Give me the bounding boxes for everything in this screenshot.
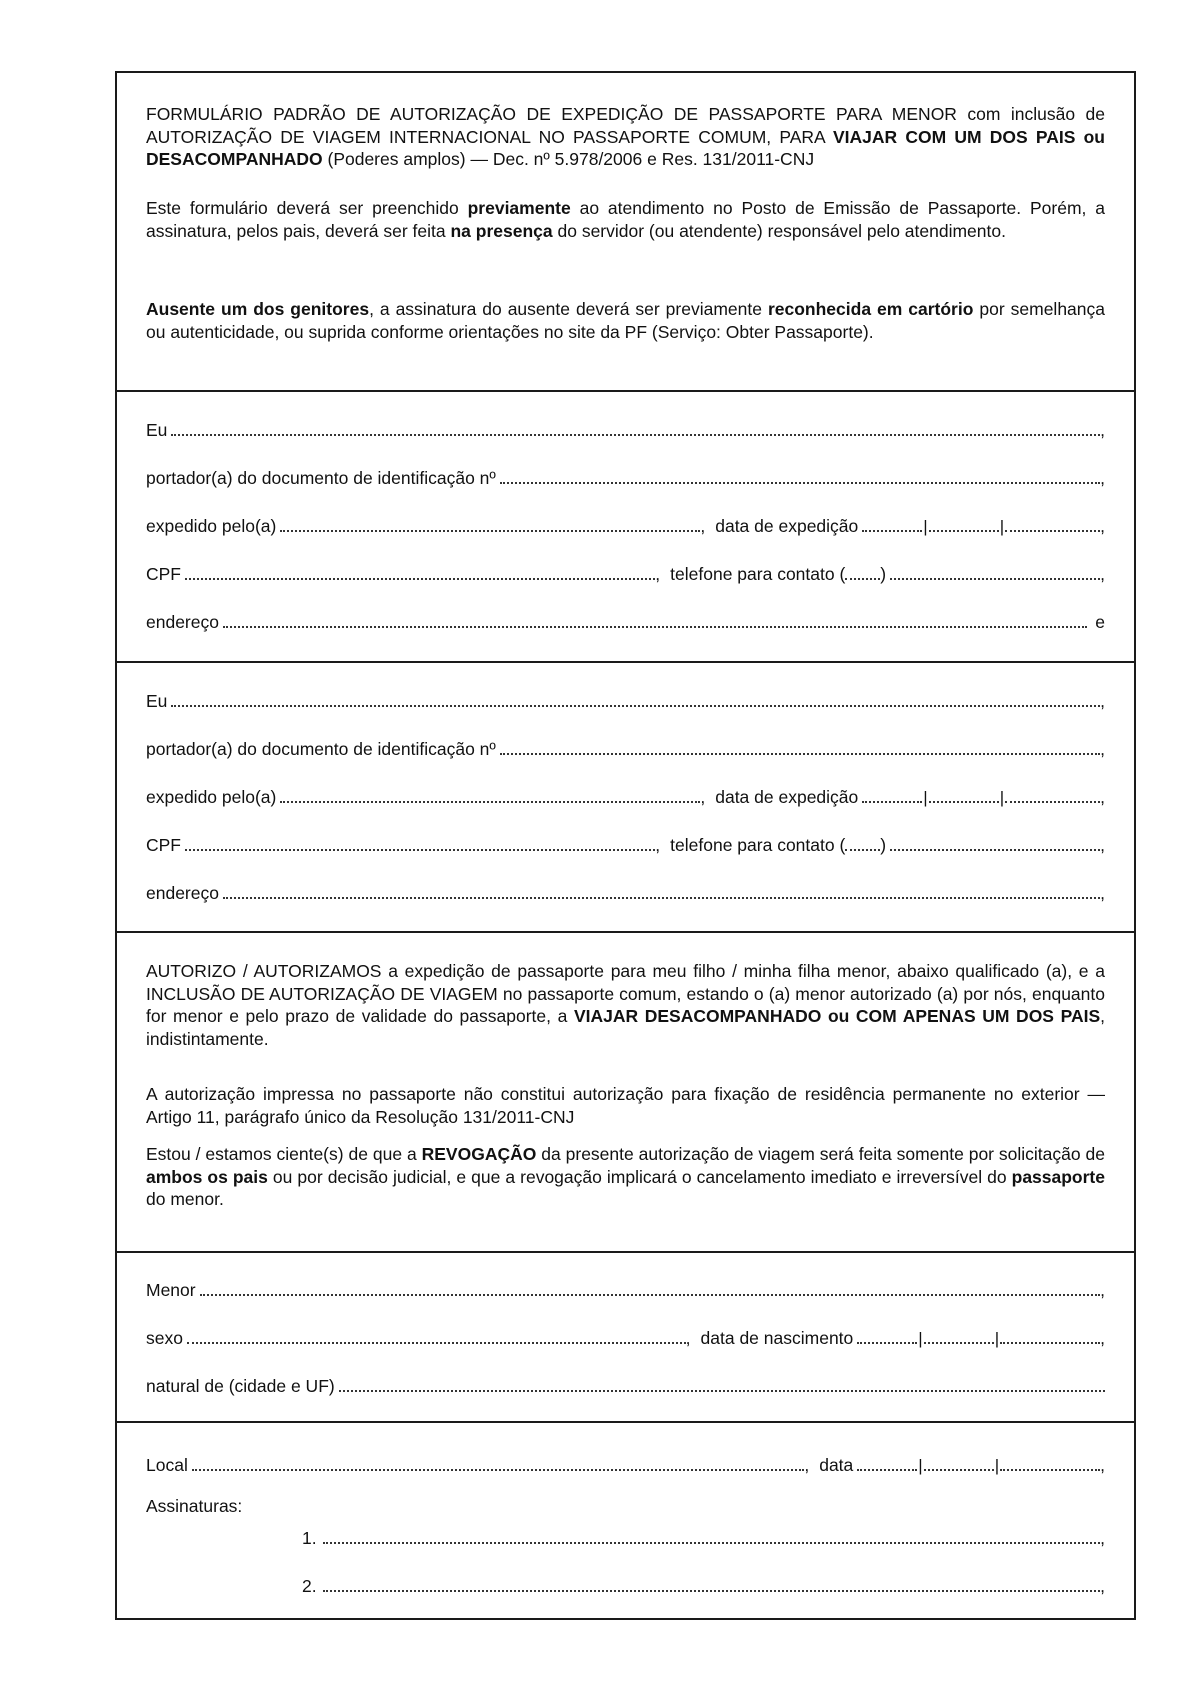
sign-month-field[interactable] bbox=[924, 1469, 994, 1471]
parent-2-issuer-row: expedido pelo(a) , data de expedição | | , bbox=[146, 787, 1105, 807]
place-field[interactable] bbox=[192, 1469, 805, 1471]
issue-date-label: data de expedição bbox=[715, 787, 859, 807]
parent-1-issuer-field[interactable] bbox=[280, 530, 700, 532]
name-label: Eu bbox=[146, 420, 168, 440]
residence-disclaimer: A autorização impressa no passaporte não constitui autorização para fixação de residência permanente no exterior — Artigo 11, parágrafo único da Resolução 131/2011-CNJ bbox=[146, 1084, 1105, 1127]
parent-2-address-row: endereço , bbox=[146, 883, 1105, 903]
minor-section bbox=[117, 1253, 1134, 1423]
parent-1-name-row: Eu , bbox=[146, 420, 1105, 440]
birth-date-label: data de nascimento bbox=[700, 1328, 854, 1348]
parent-1-address-row bbox=[146, 607, 1105, 633]
parent-1-name-field[interactable] bbox=[171, 434, 1100, 436]
authorization-section bbox=[117, 933, 1134, 1253]
place-date-row: Local , data | | , bbox=[146, 1455, 1105, 1475]
form-title: FORMULÁRIO PADRÃO DE AUTORIZAÇÃO DE EXPEDIÇÃO DE PASSAPORTE PARA MENOR com inclusão de AUTORIZAÇÃO DE VIAGEM INTERNACIONAL NO PASSAPORTE COMUM, PARA VIAJAR COM UM DOS PAIS ou DESACOMPANHADO (Poderes amplos) — Dec. nº 5.978/2006 e Res. 131/2011-CNJ bbox=[146, 104, 1105, 169]
name-label: Eu bbox=[146, 691, 168, 711]
signature-2-number: 2. bbox=[302, 1576, 317, 1596]
address-label: endereço bbox=[146, 883, 219, 903]
absent-parent-instructions: Ausente um dos genitores, a assinatura do ausente deverá ser previamente reconhecida em cartório por semelhança ou autenticidade, ou suprida conforme orientações no site da PF (Serviço: Obter Passaporte). bbox=[146, 299, 1105, 342]
address-label: endereço bbox=[146, 612, 219, 632]
parent-1-issuer-row: expedido pelo(a) , data de expedição | | , bbox=[146, 516, 1105, 536]
parent-1-issue-month-field[interactable] bbox=[929, 530, 999, 532]
minor-sex-row: sexo , data de nascimento | | , bbox=[146, 1328, 1105, 1348]
conjunction-text: e bbox=[1095, 612, 1105, 632]
parent-2-address-field[interactable] bbox=[223, 897, 1100, 899]
parent-1-issue-day-field[interactable] bbox=[862, 530, 922, 532]
parent-2-section bbox=[117, 663, 1134, 933]
parent-2-issue-year-field[interactable] bbox=[1005, 801, 1100, 803]
minor-name-row: Menor , bbox=[146, 1280, 1105, 1300]
document-label: portador(a) do documento de identificação nº bbox=[146, 739, 496, 759]
signature-1-field[interactable] bbox=[323, 1542, 1101, 1544]
sign-day-field[interactable] bbox=[857, 1469, 917, 1471]
minor-name-label: Menor bbox=[146, 1280, 196, 1300]
parent-1-document-field[interactable] bbox=[500, 482, 1100, 484]
minor-sex-field[interactable] bbox=[187, 1342, 686, 1344]
issue-date-label: data de expedição bbox=[715, 516, 859, 536]
signatures-label: Assinaturas: bbox=[146, 1496, 243, 1516]
parent-2-phone-field[interactable] bbox=[890, 849, 1100, 851]
minor-birth-day-field[interactable] bbox=[857, 1342, 917, 1344]
parent-1-cpf-row: CPF , telefone para contato ( ) , bbox=[146, 564, 1105, 584]
parent-2-cpf-row: CPF , telefone para contato ( ) , bbox=[146, 835, 1105, 855]
parent-1-issue-year-field[interactable] bbox=[1005, 530, 1100, 532]
place-label: Local bbox=[146, 1455, 188, 1475]
parent-2-issuer-field[interactable] bbox=[280, 801, 700, 803]
signature-1-number: 1. bbox=[302, 1528, 317, 1548]
parent-2-issue-month-field[interactable] bbox=[929, 801, 999, 803]
parent-2-document-field[interactable] bbox=[500, 753, 1100, 755]
issued-by-label: expedido pelo(a) bbox=[146, 787, 277, 807]
sign-year-field[interactable] bbox=[1000, 1469, 1100, 1471]
parent-2-issue-day-field[interactable] bbox=[862, 801, 922, 803]
minor-name-field[interactable] bbox=[200, 1294, 1101, 1296]
parent-1-section bbox=[117, 392, 1134, 663]
sex-label: sexo bbox=[146, 1328, 183, 1348]
minor-birth-year-field[interactable] bbox=[1000, 1342, 1100, 1344]
intro-instructions: Este formulário deverá ser preenchido previamente ao atendimento no Posto de Emissão de Passaporte. Porém, a assinatura, pelos pais, deverá ser feita na presença do servidor (ou atendente) responsável pelo atendimento. bbox=[146, 198, 1106, 241]
signature-2-field[interactable] bbox=[323, 1590, 1101, 1592]
signatures-heading-row bbox=[146, 1491, 1105, 1517]
parent-2-name-field[interactable] bbox=[171, 705, 1100, 707]
cpf-label: CPF bbox=[146, 835, 181, 855]
birthplace-label: natural de (cidade e UF) bbox=[146, 1376, 335, 1396]
issued-by-label: expedido pelo(a) bbox=[146, 516, 277, 536]
parent-2-cpf-field[interactable] bbox=[185, 849, 655, 851]
parent-2-area-code-field[interactable] bbox=[845, 849, 880, 851]
minor-birthplace-field[interactable] bbox=[339, 1390, 1105, 1392]
parent-1-document-row: portador(a) do documento de identificação nº , bbox=[146, 468, 1105, 488]
signature-section bbox=[117, 1423, 1134, 1618]
phone-label: telefone para contato ( bbox=[670, 835, 846, 855]
phone-label: telefone para contato ( bbox=[670, 564, 846, 584]
header-section bbox=[117, 73, 1134, 392]
parent-2-document-row: portador(a) do documento de identificação nº , bbox=[146, 739, 1105, 759]
cpf-label: CPF bbox=[146, 564, 181, 584]
parent-2-name-row: Eu , bbox=[146, 691, 1105, 711]
parent-1-cpf-field[interactable] bbox=[185, 578, 655, 580]
document-label: portador(a) do documento de identificação nº bbox=[146, 468, 496, 488]
date-label: data bbox=[819, 1455, 854, 1475]
minor-birth-month-field[interactable] bbox=[924, 1342, 994, 1344]
authorization-statement: AUTORIZO / AUTORIZAMOS a expedição de passaporte para meu filho / minha filha menor, abaixo qualificado (a), e a INCLUSÃO DE AUTORIZAÇÃO DE VIAGEM no passaporte comum, estando o (a) menor autorizado (a) por nós, enquanto for menor e pelo prazo de validade do passaporte, a VIAJAR DESACOMPANHADO ou COM APENAS UM DOS PAIS, indistintamente. bbox=[146, 961, 1105, 1049]
passport-authorization-form bbox=[115, 71, 1136, 1620]
parent-1-area-code-field[interactable] bbox=[845, 578, 880, 580]
parent-1-address-field[interactable] bbox=[223, 626, 1087, 628]
revocation-notice: Estou / estamos ciente(s) de que a REVOGAÇÃO da presente autorização de viagem será feita somente por solicitação de ambos os pais ou por decisão judicial, e que a revogação implicará o cancelamento imediato e irreversível do passaporte do menor. bbox=[146, 1144, 1105, 1209]
signature-line-2-row: 2. , bbox=[302, 1576, 1105, 1596]
signature-line-1-row: 1. , bbox=[302, 1528, 1105, 1548]
parent-1-phone-field[interactable] bbox=[890, 578, 1100, 580]
minor-birthplace-row bbox=[146, 1371, 1105, 1397]
